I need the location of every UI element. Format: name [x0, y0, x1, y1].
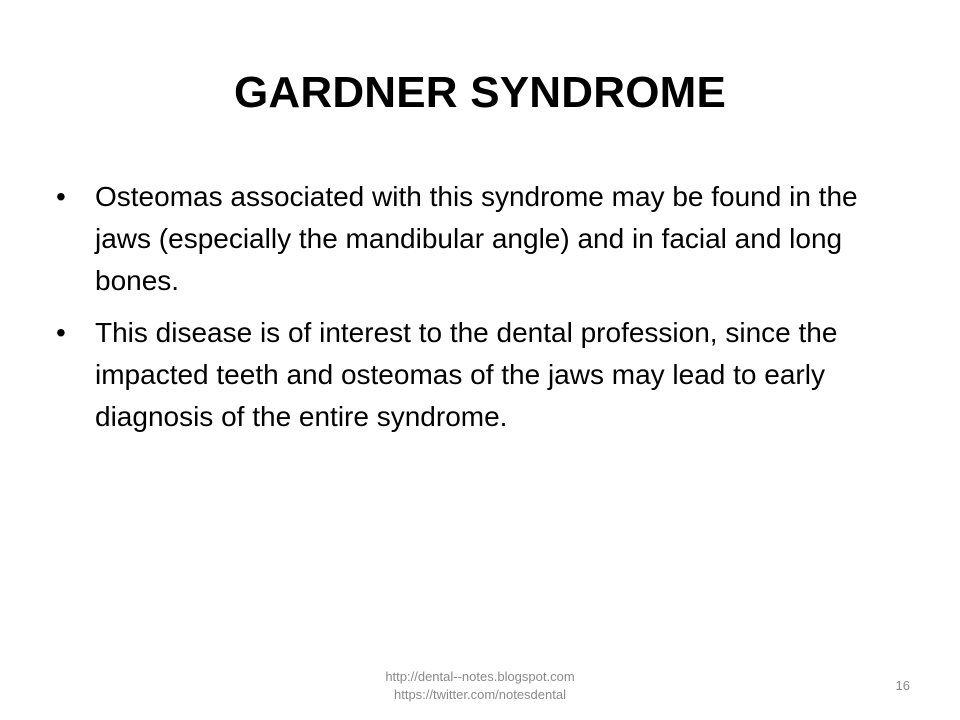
footer: [330, 668, 630, 704]
bullet-dot-icon: •: [56, 181, 66, 212]
bullet-list: [56, 176, 886, 448]
footer-blog-link: http://dental--notes.blogspot.com: [385, 669, 575, 684]
bullet-text: This disease is of interest to the dental profession, since the impacted teeth and osteomas of the jaws may lead to early diagnosis of the entire syndrome.: [95, 317, 838, 432]
slide-title: GARDNER SYNDROME: [233, 68, 727, 117]
bullet-item: [56, 312, 886, 438]
footer-twitter-link: https://twitter.com/notesdental: [394, 687, 566, 702]
bullet-text: Osteomas associated with this syndrome may be found in the jaws (especially the mandibular angle) and in facial and long bones.: [95, 181, 858, 296]
bullet-dot-icon: •: [56, 317, 66, 348]
page-number: 16: [895, 678, 910, 693]
bullet-item: [56, 176, 886, 302]
